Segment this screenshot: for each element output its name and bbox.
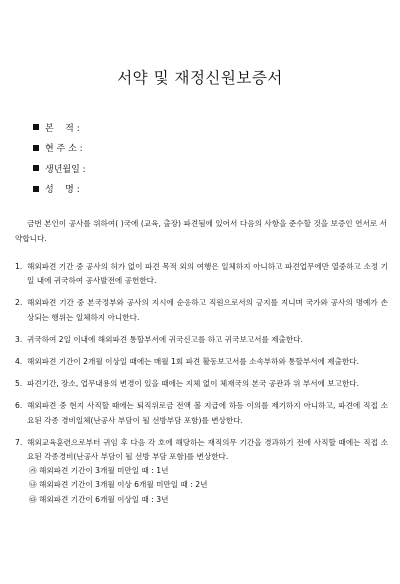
pledge-item: [15, 355, 388, 369]
intro-paragraph: 금번 본인이 공사를 위하여( )국에 (교육, 출장) 파견됨에 있어서 다음의 사항을 준수할 것을 보증인 연서로 서약합니다.: [15, 219, 387, 243]
pledge-item: [15, 399, 388, 427]
item-number: 2.: [15, 298, 23, 308]
field-registered-domicile: [33, 117, 86, 138]
pledge-item: [15, 296, 388, 324]
field-birthdate: [33, 158, 86, 179]
item-text: 파견기간, 장소, 업무내용의 변경이 있을 때에는 지체 없이 체재국의 본국 공관과 위 부서에 보고한다.: [27, 379, 360, 389]
field-label: 본 적 :: [45, 123, 80, 134]
item-number: 5.: [15, 379, 23, 389]
item-text-container: [27, 436, 388, 507]
square-bullet-icon: [33, 186, 39, 192]
pledge-item: [15, 436, 388, 507]
sub-item: ㉯ 해외파견 기간이 3개월 이상 6개월 미만일 때 : 2년: [29, 480, 208, 490]
item-text: 해외파견 기간 중 본국정부와 공사의 지시에 순응하고 직원으로서의 긍지를 지니며 국가와 공사의 명예가 손상되는 행위는 일체하지 아니한다.: [27, 298, 388, 322]
field-address: [33, 138, 86, 159]
item-number: 7.: [15, 437, 23, 447]
sub-item: ㉮ 해외파견 기간이 3개월 미만일 때 : 1년: [29, 466, 169, 476]
item-number: 4.: [15, 357, 23, 367]
field-label: 현 주 소 :: [45, 144, 83, 155]
personal-info-fields: [33, 117, 86, 199]
square-bullet-icon: [33, 165, 39, 171]
item-number: 6.: [15, 401, 23, 411]
item-text: 해외파견 기간 중 공사의 허가 없이 파견 목적 외의 여행은 일체하지 아니하고 파견업무에만 열중하고 소정 기일 내에 귀국하여 공사발전에 공헌한다.: [27, 262, 388, 286]
item-number: 1.: [15, 262, 23, 271]
field-name: [33, 179, 86, 200]
pledge-list: [15, 260, 388, 507]
item-text: 해외파견 중 현지 사직할 때에는 퇴직위로금 전액 볼 지급에 하등 이의를 제기하지 아니하고, 파견에 직접 소요된 각종 경비일체(난공사 부담이 될 선방부담 포함)를 변상한다.: [27, 401, 388, 425]
pledge-item: [15, 260, 388, 288]
field-label: 성 명 :: [45, 185, 80, 196]
square-bullet-icon: [33, 145, 39, 151]
item-text: 귀국하여 2일 이내에 해외파견 통할부서에 귀국신고를 하고 귀국보고서를 제출한다.: [27, 334, 303, 344]
item-text: 해외파견 기간이 2개월 이상일 때에는 매월 1회 파견 활동보고서를 소속부하와 통할부서에 제출한다.: [27, 357, 360, 367]
pledge-item: [15, 377, 388, 391]
item-number: 3.: [15, 334, 23, 344]
square-bullet-icon: [33, 124, 39, 130]
document-title: 서약 및 재정신원보증서: [117, 69, 283, 87]
pledge-item: [15, 333, 388, 347]
field-label: 생년월일 :: [45, 164, 86, 175]
sub-item: ㉰ 해외파견 기간이 6개월 이상일 때 : 3년: [29, 494, 169, 504]
item-text: 해외교육훈련으로부터 귀임 후 다음 각 호에 해당하는 재직의무 기간을 경과하기 전에 사직할 때에는 직접 소요된 각종경비(난공사 부담이 될 선방 부담 포함)를 변상한다.: [27, 437, 388, 462]
